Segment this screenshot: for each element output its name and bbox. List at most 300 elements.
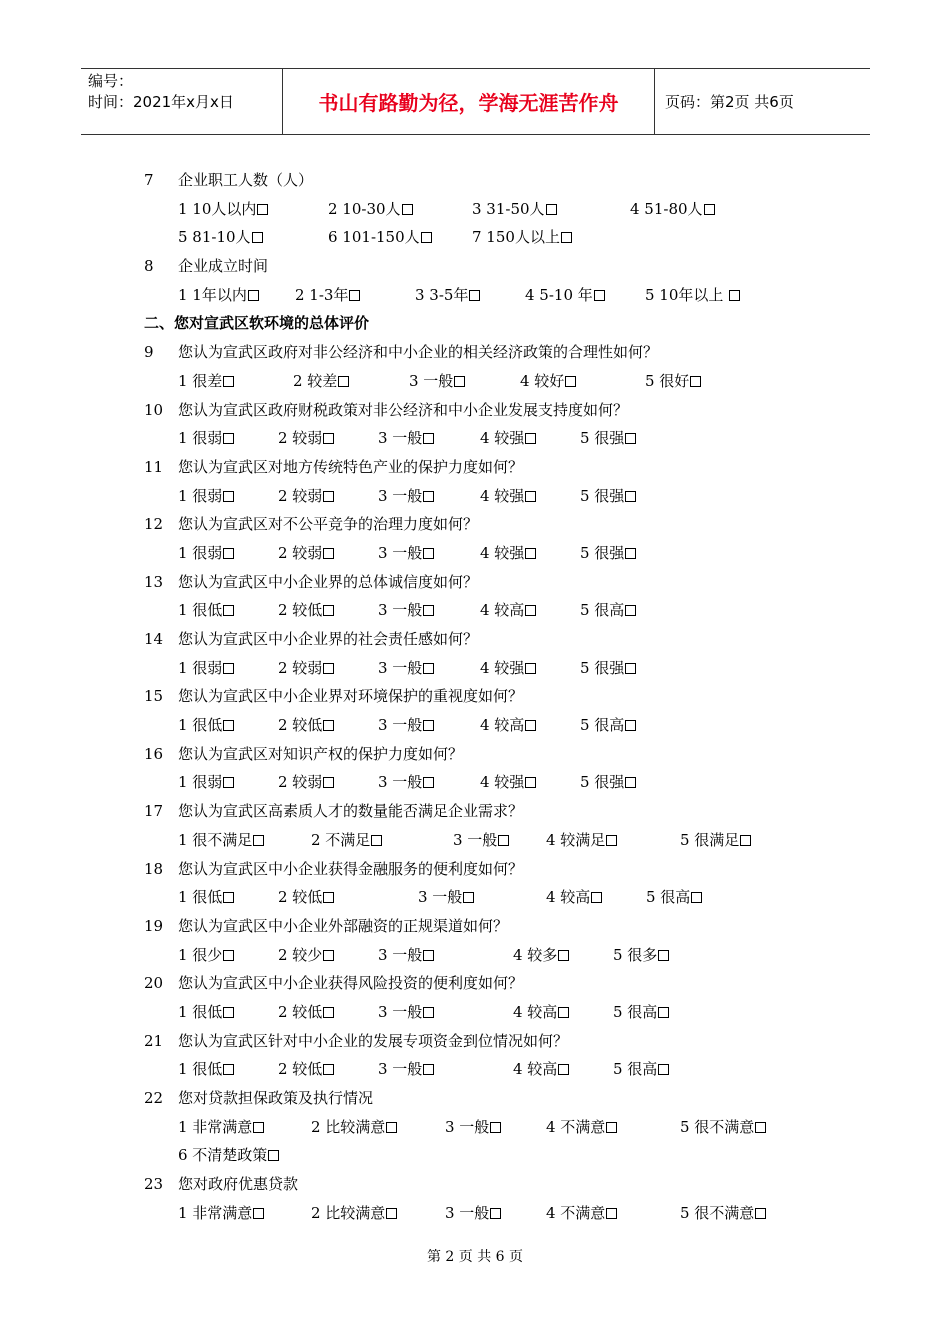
option-item xyxy=(480,539,536,568)
checkbox[interactable] xyxy=(454,376,465,387)
option-label: 5 很高 xyxy=(613,1060,658,1079)
section-heading-row xyxy=(0,309,950,338)
checkbox[interactable] xyxy=(223,491,234,502)
question-7 xyxy=(0,166,950,195)
option-label: 5 很满足 xyxy=(680,830,740,849)
option-label: 2 较低 xyxy=(278,1060,323,1079)
option-label: 3 一般 xyxy=(418,888,463,907)
checkbox[interactable] xyxy=(591,892,602,903)
option-item xyxy=(278,998,334,1027)
checkbox[interactable] xyxy=(546,204,557,215)
question-8 xyxy=(0,252,950,281)
option-label: 7 150人以上 xyxy=(472,228,560,247)
option-label: 5 很高 xyxy=(580,601,625,620)
option-label: 2 较低 xyxy=(278,716,323,735)
checkbox[interactable] xyxy=(755,1122,766,1133)
question-13 xyxy=(0,568,950,597)
option-label: 5 10年以上 xyxy=(645,285,729,304)
option-item xyxy=(178,281,259,310)
option-item xyxy=(278,883,334,912)
option-item xyxy=(680,826,751,855)
option-label: 4 较满足 xyxy=(546,830,606,849)
checkbox[interactable] xyxy=(323,720,334,731)
option-label: 1 非常满意 xyxy=(178,1203,253,1222)
header-code: 编号： xyxy=(88,72,134,90)
option-item xyxy=(418,883,474,912)
question-number: 15 xyxy=(144,687,164,706)
checkbox[interactable] xyxy=(625,491,636,502)
option-item xyxy=(178,1113,264,1142)
option-item xyxy=(378,768,434,797)
checkbox[interactable] xyxy=(323,950,334,961)
option-item xyxy=(546,826,617,855)
option-label: 1 非常满意 xyxy=(178,1117,253,1136)
option-label: 5 很高 xyxy=(613,1002,658,1021)
question-number: 16 xyxy=(144,744,164,763)
checkbox[interactable] xyxy=(625,720,636,731)
question-text: 您认为宣武区对不公平竞争的治理力度如何？ xyxy=(178,515,479,534)
option-item xyxy=(680,1199,766,1228)
option-item xyxy=(178,711,234,740)
question-22 xyxy=(0,1084,950,1113)
option-item xyxy=(278,711,334,740)
question-17 xyxy=(0,797,950,826)
option-label: 2 较弱 xyxy=(278,773,323,792)
option-item xyxy=(378,654,434,683)
checkbox[interactable] xyxy=(268,1150,279,1161)
option-item xyxy=(613,941,669,970)
option-item xyxy=(311,1199,397,1228)
checkbox[interactable] xyxy=(423,777,434,788)
option-label: 1 很低 xyxy=(178,1002,223,1021)
option-label: 2 较少 xyxy=(278,945,323,964)
question-text: 您认为宣武区中小企业界对环境保护的重视度如何？ xyxy=(178,687,524,706)
option-label: 3 一般 xyxy=(378,716,423,735)
option-label: 1 很弱 xyxy=(178,486,223,505)
option-label: 1 很弱 xyxy=(178,429,223,448)
question-number: 12 xyxy=(144,515,164,534)
checkbox[interactable] xyxy=(423,548,434,559)
options-row xyxy=(0,367,950,396)
option-label: 5 很高 xyxy=(646,888,691,907)
option-item xyxy=(311,826,382,855)
option-label: 3 一般 xyxy=(453,830,498,849)
checkbox[interactable] xyxy=(223,605,234,616)
options-row xyxy=(0,1199,950,1228)
option-item xyxy=(580,539,636,568)
option-label: 5 很好 xyxy=(645,371,690,390)
option-item xyxy=(293,367,349,396)
option-label: 4 较高 xyxy=(513,1060,558,1079)
checkbox[interactable] xyxy=(223,892,234,903)
option-label: 2 比较满意 xyxy=(311,1203,386,1222)
option-item xyxy=(680,1113,766,1142)
option-item xyxy=(278,1055,334,1084)
question-number: 13 xyxy=(144,572,164,591)
option-label: 5 很多 xyxy=(613,945,658,964)
question-text: 您认为宣武区高素质人才的数量能否满足企业需求？ xyxy=(178,802,524,821)
question-text: 您认为宣武区政府对非公经济和中小企业的相关经济政策的合理性如何？ xyxy=(178,343,659,362)
option-item xyxy=(378,482,434,511)
option-label: 1 很低 xyxy=(178,1060,223,1079)
checkbox[interactable] xyxy=(525,433,536,444)
option-item xyxy=(178,195,268,224)
checkbox[interactable] xyxy=(525,777,536,788)
checkbox[interactable] xyxy=(625,663,636,674)
question-number: 14 xyxy=(144,630,164,648)
question-16 xyxy=(0,740,950,769)
checkbox[interactable] xyxy=(729,290,740,301)
option-item xyxy=(645,367,701,396)
page-footer: 第 2 页 共 6 页 xyxy=(426,1249,524,1265)
question-number: 18 xyxy=(144,859,164,878)
checkbox[interactable] xyxy=(257,204,268,215)
checkbox[interactable] xyxy=(223,950,234,961)
checkbox[interactable] xyxy=(421,232,432,243)
question-text: 您对政府优惠贷款 xyxy=(178,1175,299,1194)
checkbox[interactable] xyxy=(252,232,263,243)
checkbox[interactable] xyxy=(469,290,480,301)
option-label: 4 较强 xyxy=(480,773,525,792)
option-label: 4 较强 xyxy=(480,543,525,562)
option-item xyxy=(178,998,234,1027)
option-item xyxy=(580,711,636,740)
option-item xyxy=(645,281,740,310)
option-label: 2 1-3年 xyxy=(295,285,349,304)
option-label: 3 一般 xyxy=(409,371,454,390)
option-item xyxy=(278,941,334,970)
option-item xyxy=(178,1055,234,1084)
option-label: 4 51-80人 xyxy=(630,199,703,218)
options-row xyxy=(0,223,950,252)
options-row xyxy=(0,654,950,683)
option-label: 2 较低 xyxy=(278,888,323,907)
option-item xyxy=(178,482,234,511)
checkbox[interactable] xyxy=(558,1064,569,1075)
option-item xyxy=(580,596,636,625)
option-item xyxy=(378,1055,434,1084)
option-item xyxy=(472,223,572,252)
option-label: 4 较高 xyxy=(513,1002,558,1021)
checkbox[interactable] xyxy=(223,663,234,674)
option-item xyxy=(278,768,334,797)
question-text: 您认为宣武区政府财税政策对非公经济和中小企业发展支持度如何？ xyxy=(178,400,629,419)
checkbox[interactable] xyxy=(606,1208,617,1219)
checkbox[interactable] xyxy=(525,663,536,674)
option-item xyxy=(378,596,434,625)
checkbox[interactable] xyxy=(740,835,751,846)
option-item xyxy=(453,826,509,855)
checkbox[interactable] xyxy=(755,1208,766,1219)
option-item xyxy=(278,654,334,683)
option-item xyxy=(480,482,536,511)
option-item xyxy=(178,424,234,453)
option-label: 3 一般 xyxy=(378,945,423,964)
checkbox[interactable] xyxy=(423,1064,434,1075)
checkbox[interactable] xyxy=(525,491,536,502)
question-text: 您认为宣武区中小企业获得风险投资的便利度如何？ xyxy=(178,974,524,993)
options-row xyxy=(0,1055,950,1084)
option-label: 1 1年以内 xyxy=(178,285,247,304)
checkbox[interactable] xyxy=(561,232,572,243)
options-row xyxy=(0,941,950,970)
checkbox[interactable] xyxy=(691,892,702,903)
question-text: 您认为宣武区对知识产权的保护力度如何？ xyxy=(178,744,464,763)
checkbox[interactable] xyxy=(498,835,509,846)
checkbox[interactable] xyxy=(323,605,334,616)
option-label: 3 一般 xyxy=(445,1203,490,1222)
option-item xyxy=(580,768,636,797)
question-14 xyxy=(0,625,950,654)
option-item xyxy=(328,195,413,224)
option-item xyxy=(613,1055,669,1084)
checkbox[interactable] xyxy=(525,720,536,731)
question-number: 11 xyxy=(144,457,164,476)
checkbox[interactable] xyxy=(323,491,334,502)
option-item xyxy=(445,1113,501,1142)
checkbox[interactable] xyxy=(323,1007,334,1018)
checkbox[interactable] xyxy=(594,290,605,301)
options-row xyxy=(0,826,950,855)
option-item xyxy=(480,654,536,683)
checkbox[interactable] xyxy=(606,835,617,846)
question-text: 您认为宣武区中小企业外部融资的正规渠道如何？ xyxy=(178,916,509,935)
option-label: 3 一般 xyxy=(378,1002,423,1021)
checkbox[interactable] xyxy=(323,1064,334,1075)
question-12 xyxy=(0,510,950,539)
checkbox[interactable] xyxy=(323,548,334,559)
option-item xyxy=(580,424,636,453)
option-item xyxy=(520,367,576,396)
option-item xyxy=(178,941,234,970)
question-23 xyxy=(0,1170,950,1199)
option-label: 4 不满意 xyxy=(546,1203,606,1222)
option-item xyxy=(278,482,334,511)
option-label: 3 一般 xyxy=(378,1060,423,1079)
option-label: 2 比较满意 xyxy=(311,1117,386,1136)
option-item xyxy=(580,654,636,683)
option-label: 1 很低 xyxy=(178,716,223,735)
checkbox[interactable] xyxy=(402,204,413,215)
option-item xyxy=(178,539,234,568)
checkbox[interactable] xyxy=(423,433,434,444)
checkbox[interactable] xyxy=(625,548,636,559)
option-label: 2 10-30人 xyxy=(328,199,401,218)
checkbox[interactable] xyxy=(490,1122,501,1133)
option-label: 3 3-5年 xyxy=(415,285,469,304)
checkbox[interactable] xyxy=(323,663,334,674)
option-label: 4 较高 xyxy=(546,888,591,907)
question-11 xyxy=(0,453,950,482)
option-item xyxy=(378,941,434,970)
options-row xyxy=(0,539,950,568)
checkbox[interactable] xyxy=(558,1007,569,1018)
option-item xyxy=(630,195,715,224)
checkbox[interactable] xyxy=(386,1208,397,1219)
option-label: 4 较强 xyxy=(480,658,525,677)
option-item xyxy=(445,1199,501,1228)
checkbox[interactable] xyxy=(423,605,434,616)
checkbox[interactable] xyxy=(463,892,474,903)
section-heading: 二、您对宣武区软环境的总体评价 xyxy=(144,314,370,333)
checkbox[interactable] xyxy=(223,548,234,559)
option-label: 2 不满足 xyxy=(311,830,371,849)
checkbox[interactable] xyxy=(625,433,636,444)
option-label: 4 较高 xyxy=(480,601,525,620)
option-label: 1 很弱 xyxy=(178,658,223,677)
option-label: 5 很高 xyxy=(580,716,625,735)
checkbox[interactable] xyxy=(525,605,536,616)
checkbox[interactable] xyxy=(490,1208,501,1219)
checkbox[interactable] xyxy=(253,1208,264,1219)
option-item xyxy=(378,711,434,740)
option-item xyxy=(295,281,360,310)
option-label: 5 81-10人 xyxy=(178,228,251,247)
option-item xyxy=(546,1113,617,1142)
option-item xyxy=(613,998,669,1027)
option-item xyxy=(513,941,569,970)
option-label: 5 很强 xyxy=(580,543,625,562)
question-number: 19 xyxy=(144,916,164,935)
options-row xyxy=(0,1141,950,1170)
option-label: 1 很少 xyxy=(178,945,223,964)
checkbox[interactable] xyxy=(223,720,234,731)
option-item xyxy=(178,768,234,797)
checkbox[interactable] xyxy=(386,1122,397,1133)
checkbox[interactable] xyxy=(223,777,234,788)
option-item xyxy=(278,539,334,568)
question-text: 您认为宣武区针对中小企业的发展专项资金到位情况如何？ xyxy=(178,1031,569,1050)
question-18 xyxy=(0,855,950,884)
option-label: 3 一般 xyxy=(378,486,423,505)
checkbox[interactable] xyxy=(248,290,259,301)
option-item xyxy=(178,1199,264,1228)
question-number: 8 xyxy=(144,257,154,276)
checkbox[interactable] xyxy=(625,605,636,616)
header-time: 时间：2021年x月x日 xyxy=(88,93,234,111)
checkbox[interactable] xyxy=(323,777,334,788)
option-label: 4 较强 xyxy=(480,486,525,505)
question-number: 10 xyxy=(144,400,164,419)
option-label: 1 很弱 xyxy=(178,543,223,562)
options-row xyxy=(0,711,950,740)
checkbox[interactable] xyxy=(525,548,536,559)
checkbox[interactable] xyxy=(423,491,434,502)
option-item xyxy=(178,654,234,683)
options-row xyxy=(0,195,950,224)
option-item xyxy=(546,1199,617,1228)
checkbox[interactable] xyxy=(223,1064,234,1075)
options-row xyxy=(0,281,950,310)
option-item xyxy=(480,768,536,797)
option-label: 4 较多 xyxy=(513,945,558,964)
checkbox[interactable] xyxy=(565,376,576,387)
option-item xyxy=(178,883,234,912)
option-label: 1 很差 xyxy=(178,371,223,390)
checkbox[interactable] xyxy=(349,290,360,301)
checkbox[interactable] xyxy=(658,950,669,961)
header-page-number: 页码：第2页 共6页 xyxy=(665,93,794,111)
option-label: 4 较高 xyxy=(480,716,525,735)
checkbox[interactable] xyxy=(338,376,349,387)
page-header xyxy=(81,68,870,135)
option-label: 3 一般 xyxy=(378,773,423,792)
option-label: 3 一般 xyxy=(378,543,423,562)
checkbox[interactable] xyxy=(223,1007,234,1018)
question-15 xyxy=(0,682,950,711)
option-item xyxy=(513,1055,569,1084)
questionnaire-body xyxy=(0,166,950,1227)
question-number: 9 xyxy=(144,343,154,362)
question-21 xyxy=(0,1027,950,1056)
checkbox[interactable] xyxy=(371,835,382,846)
question-text: 您认为宣武区中小企业获得金融服务的便利度如何？ xyxy=(178,859,524,878)
options-row xyxy=(0,482,950,511)
option-label: 3 31-50人 xyxy=(472,199,545,218)
checkbox[interactable] xyxy=(606,1122,617,1133)
checkbox[interactable] xyxy=(423,950,434,961)
checkbox[interactable] xyxy=(704,204,715,215)
checkbox[interactable] xyxy=(625,777,636,788)
option-item xyxy=(546,883,602,912)
checkbox[interactable] xyxy=(558,950,569,961)
option-label: 3 一般 xyxy=(378,658,423,677)
checkbox[interactable] xyxy=(690,376,701,387)
checkbox[interactable] xyxy=(423,720,434,731)
option-item xyxy=(409,367,465,396)
option-label: 1 10人以内 xyxy=(178,199,257,218)
checkbox[interactable] xyxy=(253,1122,264,1133)
option-label: 2 较低 xyxy=(278,1002,323,1021)
options-row xyxy=(0,424,950,453)
option-label: 1 很低 xyxy=(178,888,223,907)
checkbox[interactable] xyxy=(423,663,434,674)
checkbox[interactable] xyxy=(323,892,334,903)
checkbox[interactable] xyxy=(253,835,264,846)
options-row xyxy=(0,883,950,912)
option-item xyxy=(178,223,263,252)
question-19 xyxy=(0,912,950,941)
option-label: 5 很不满意 xyxy=(680,1203,755,1222)
checkbox[interactable] xyxy=(423,1007,434,1018)
checkbox[interactable] xyxy=(223,433,234,444)
question-text: 您认为宣武区中小企业界的社会责任感如何？ xyxy=(178,630,479,648)
checkbox[interactable] xyxy=(658,1064,669,1075)
question-number: 21 xyxy=(144,1031,164,1050)
option-item xyxy=(178,826,264,855)
option-label: 2 较弱 xyxy=(278,543,323,562)
option-label: 4 不满意 xyxy=(546,1117,606,1136)
option-item xyxy=(378,539,434,568)
option-item xyxy=(278,596,334,625)
checkbox[interactable] xyxy=(658,1007,669,1018)
option-item xyxy=(472,195,557,224)
header-meta xyxy=(81,69,283,134)
checkbox[interactable] xyxy=(323,433,334,444)
option-item xyxy=(328,223,432,252)
option-item xyxy=(178,1141,279,1170)
question-number: 7 xyxy=(144,171,154,189)
option-item xyxy=(415,281,480,310)
option-item xyxy=(480,424,536,453)
option-label: 1 很不满足 xyxy=(178,830,253,849)
checkbox[interactable] xyxy=(223,376,234,387)
option-label: 3 一般 xyxy=(378,429,423,448)
option-item xyxy=(513,998,569,1027)
option-label: 4 5-10 年 xyxy=(525,285,593,304)
option-label: 5 很强 xyxy=(580,429,625,448)
option-label: 1 很弱 xyxy=(178,773,223,792)
